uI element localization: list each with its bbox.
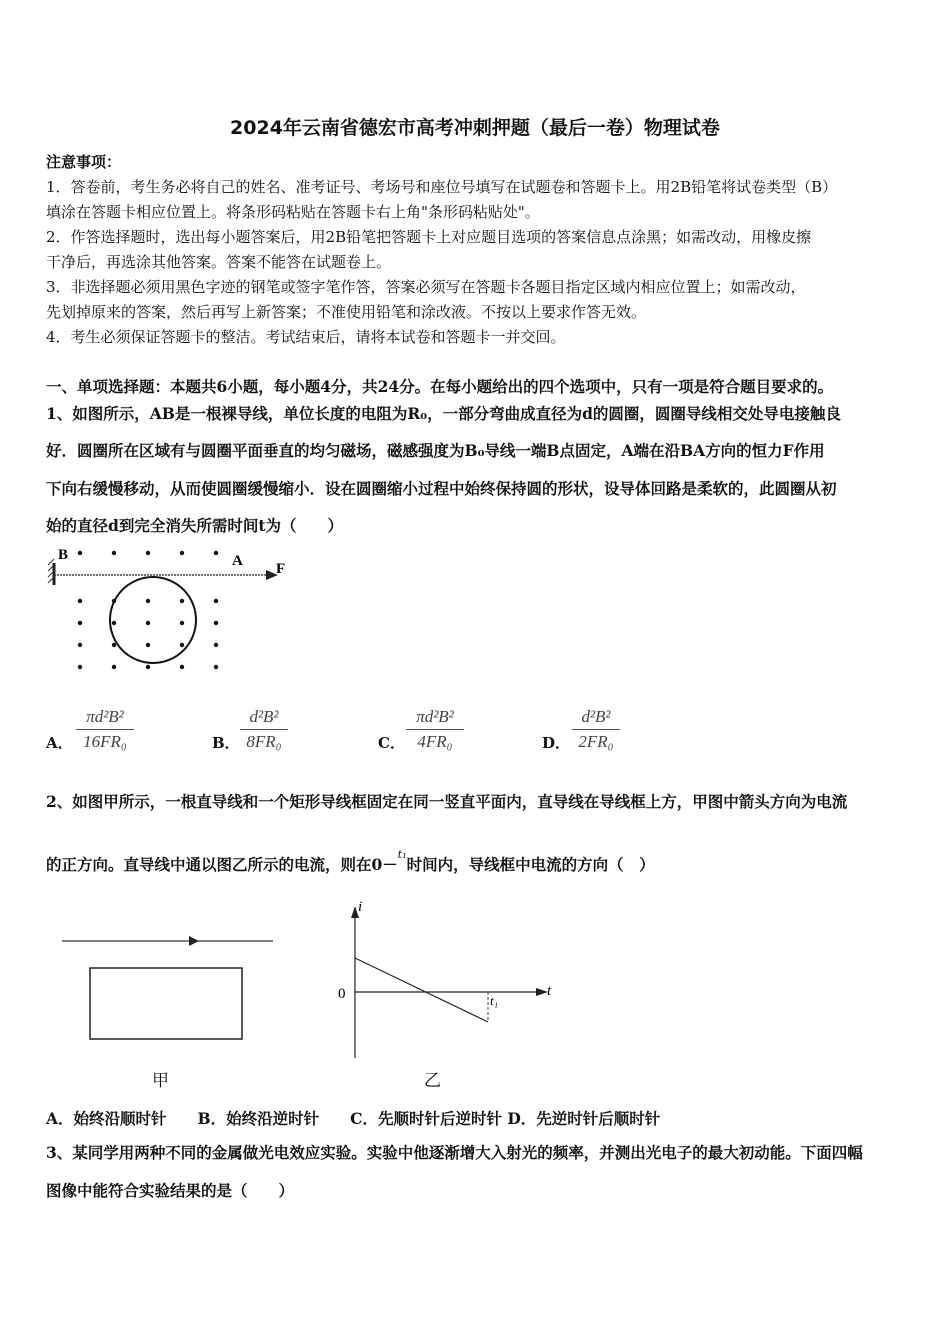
q1-option-c-letter[interactable]: C． bbox=[378, 734, 405, 752]
rectangular-frame bbox=[90, 968, 242, 1039]
fraction-numerator: πd²B² bbox=[86, 707, 124, 726]
q1-option-a[interactable] bbox=[76, 706, 134, 753]
q1-option-c[interactable] bbox=[406, 706, 464, 753]
magnetic-field-dots bbox=[78, 551, 218, 669]
notice-line: 2．作答选择题时，选出每小题答案后，用2B铅笔把答题卡上对应题目选项的答案信息点涂黑；如需改动，用橡皮擦 bbox=[46, 228, 812, 246]
figure-jia-label: 甲 bbox=[152, 1071, 169, 1091]
label-b: B bbox=[58, 547, 69, 563]
figure-yi-label: 乙 bbox=[424, 1071, 441, 1091]
q3-text: 3、某同学用两种不同的金属做光电效应实验。实验中他逐渐增大入射光的频率，并测出光电子的最大初动能。下面四幅 bbox=[46, 1143, 863, 1162]
q3-text: 图像中能符合实验结果的是（ ） bbox=[46, 1181, 295, 1200]
q1-text: 下向右缓慢移动，从而使圆圈缓慢缩小．设在圆圈缩小过程中始终保持圆的形状，设导体回路是柔软的，此圆圈从初 bbox=[46, 479, 837, 498]
notice-line: 4．考生必须保证答题卡的整洁。考试结束后，请将本试卷和答题卡一并交回。 bbox=[46, 328, 566, 346]
origin-label: 0 bbox=[338, 986, 346, 1002]
wire-loop bbox=[110, 577, 196, 663]
current-direction-arrow bbox=[189, 936, 199, 946]
q2-text bbox=[46, 847, 655, 875]
notice-line: 先划掉原来的答案，然后再写上新答案；不准使用铅笔和涂改液。不按以上要求作答无效。 bbox=[46, 303, 647, 321]
fraction-denominator: 8FR₀ bbox=[246, 732, 282, 751]
current-line bbox=[355, 958, 488, 1022]
q2-figure-jia bbox=[55, 925, 280, 1050]
q2-text-pre: 的正方向。直导线中通以图乙所示的电流，则在0－ bbox=[46, 855, 398, 874]
q1-option-d[interactable] bbox=[572, 706, 620, 753]
fraction-numerator: πd²B² bbox=[416, 707, 454, 726]
section-heading: 一、单项选择题：本题共6小题，每小题4分，共24分。在每小题给出的四个选项中，只有一项是符合题目要求的。 bbox=[46, 377, 834, 396]
q1-option-a-letter[interactable]: A． bbox=[46, 734, 73, 752]
i-label: i bbox=[358, 899, 363, 915]
fraction-bar bbox=[572, 729, 620, 730]
q1-text: 1、如图所示，AB是一根裸导线，单位长度的电阻为R₀，一部分弯曲成直径为d的圆圈，圆圈导线相交处导电接触良 bbox=[46, 404, 841, 423]
q1-option-b-letter[interactable]: B． bbox=[212, 734, 240, 752]
fraction-bar bbox=[406, 729, 464, 730]
notice-line: 3．非选择题必须用黑色字迹的钢笔或签字笔作答，答案必须写在答题卡各题目指定区域内相应位置上；如需改动， bbox=[46, 278, 806, 296]
page-title: 2024年云南省德宏市高考冲刺押题（最后一卷）物理试卷 bbox=[230, 117, 720, 139]
notice-line: 填涂在答题卡相应位置上。将条形码粘贴在答题卡右上角"条形码粘贴处"。 bbox=[46, 203, 540, 221]
fraction-denominator: 16FR₀ bbox=[83, 732, 127, 751]
q2-figure-yi bbox=[330, 898, 560, 1063]
q1-option-b[interactable] bbox=[240, 706, 288, 753]
label-a: A bbox=[232, 553, 243, 569]
q2-options[interactable]: A．始终沿顺时针 B．始终沿逆时针 C．先顺时针后逆时针 D．先逆时针后顺时针 bbox=[46, 1109, 661, 1128]
fraction-denominator: 4FR₀ bbox=[417, 732, 453, 751]
fraction-denominator: 2FR₀ bbox=[578, 732, 614, 751]
fraction-bar bbox=[76, 729, 134, 730]
q1-text: 始的直径d到完全消失所需时间t为（ ） bbox=[46, 516, 343, 535]
notice-line: 干净后，再选涂其他答案。答案不能答在试题卷上。 bbox=[46, 253, 392, 271]
q1-text: 好．圆圈所在区域有与圆圈平面垂直的均匀磁场，磁感强度为B₀导线一端B点固定，A端在沿BA方向的恒力F作用 bbox=[46, 441, 825, 460]
q1-option-d-letter[interactable]: D． bbox=[542, 734, 571, 752]
t-label: t bbox=[547, 983, 552, 999]
q2-text-post: 时间内，导线框中电流的方向（ ） bbox=[406, 855, 655, 874]
fraction-bar bbox=[240, 729, 288, 730]
q1-figure bbox=[44, 543, 294, 678]
notice-line: 1．答卷前，考生务必将自己的姓名、准考证号、考场号和座位号填写在试题卷和答题卡上。用2B铅笔将试卷类型（B） bbox=[46, 178, 838, 196]
notice-heading: 注意事项： bbox=[46, 153, 122, 171]
t1-label: t₁ bbox=[490, 993, 499, 1008]
fraction-numerator: d²B² bbox=[249, 707, 279, 726]
fraction-numerator: d²B² bbox=[581, 707, 611, 726]
label-f: F bbox=[276, 561, 286, 577]
t1-symbol: t₁ bbox=[397, 847, 407, 861]
q2-text: 2、如图甲所示，一根直导线和一个矩形导线框固定在同一竖直平面内，直导线在导线框上方，甲图中箭头方向为电流 bbox=[46, 792, 848, 811]
